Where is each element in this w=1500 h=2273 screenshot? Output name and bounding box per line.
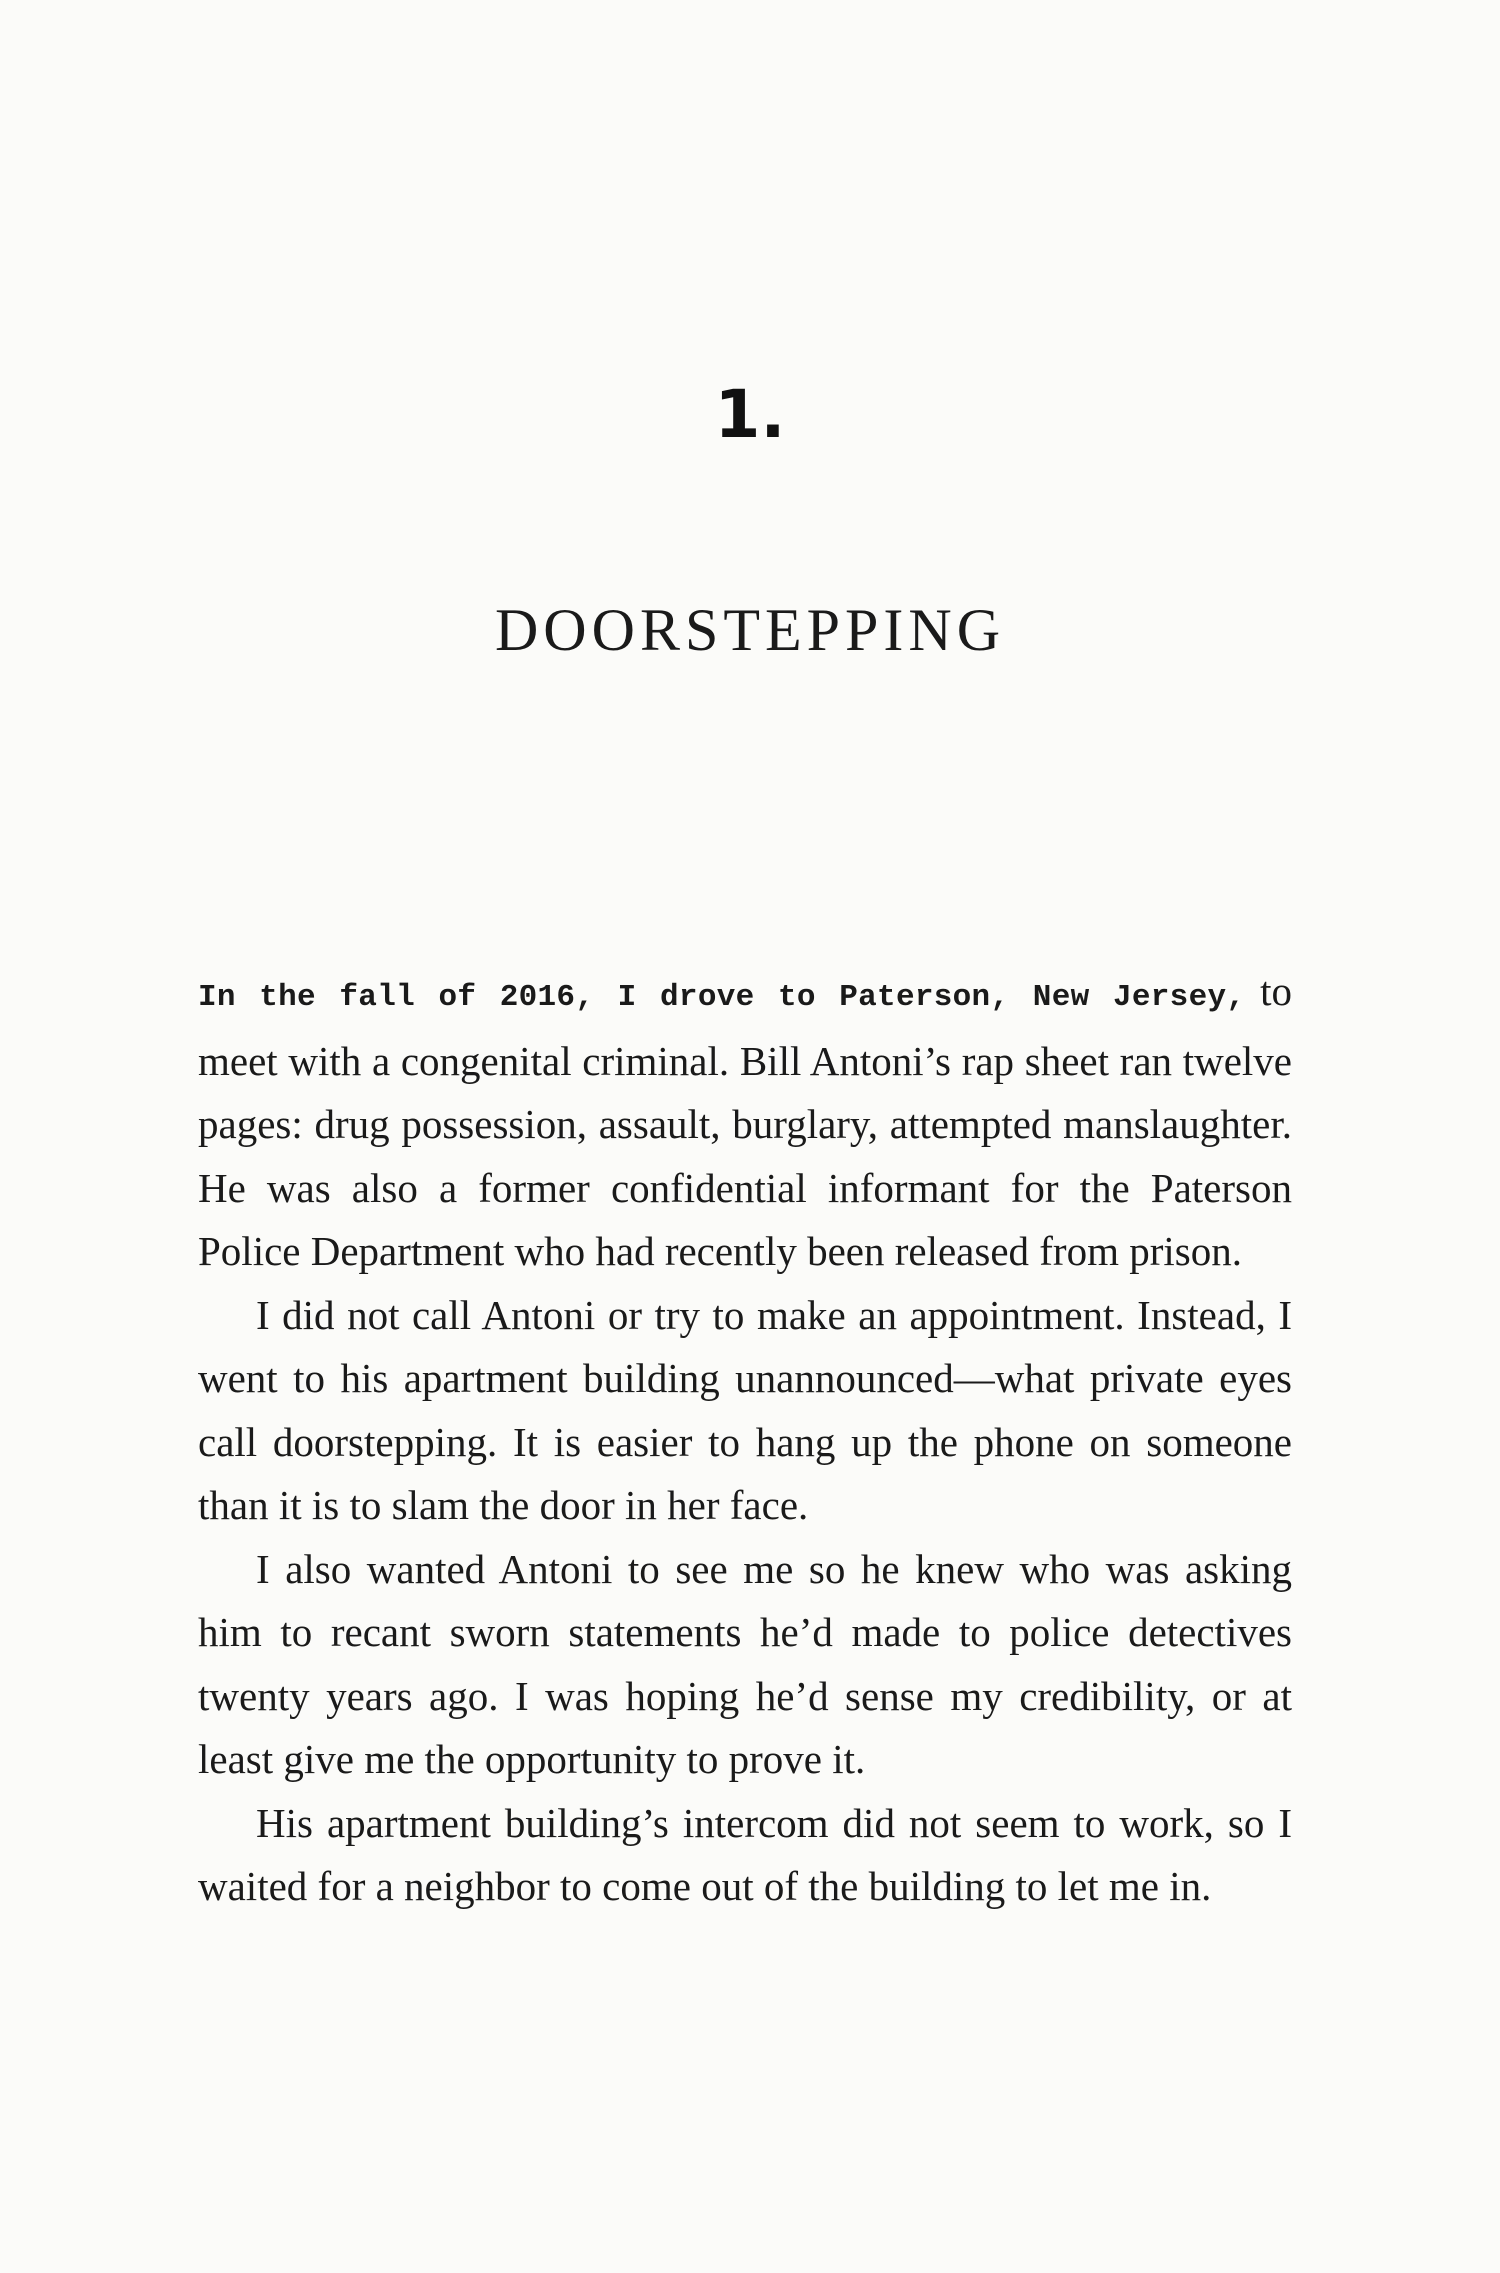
paragraph-lead-in: In the fall of 2016, I drove to Paterson, New Jersey, bbox=[198, 980, 1246, 1015]
chapter-number: 1. bbox=[714, 376, 786, 453]
chapter-body bbox=[198, 960, 1292, 1919]
chapter-title: DOORSTEPPING bbox=[494, 597, 1006, 663]
paragraph-1 bbox=[198, 960, 1292, 1284]
paragraph-2: I did not call Antoni or try to make an appointment. Instead, I went to his apartment building unannounced—what private eyes call doorstepping. It is easier to hang up the phone on someone than it is to slam the door in her face. bbox=[198, 1291, 1292, 1528]
paragraph-3: I also wanted Antoni to see me so he knew who was asking him to recant sworn statements he’d made to police detectives twenty years ago. I was hoping he’d sense my credibility, or at least give me the opportunity to prove it. bbox=[198, 1545, 1292, 1782]
paragraph-text: to meet with a congenital criminal. Bill Antoni’s rap sheet ran twelve pages: drug possession, assault, burglary, attempted manslaughter. He was also a former confidential informant for the Paterson Police Department who had recently been released from prison. bbox=[198, 968, 1292, 1274]
paragraph-4: His apartment building’s intercom did not seem to work, so I waited for a neighbor to come out of the building to let me in. bbox=[198, 1799, 1292, 1909]
